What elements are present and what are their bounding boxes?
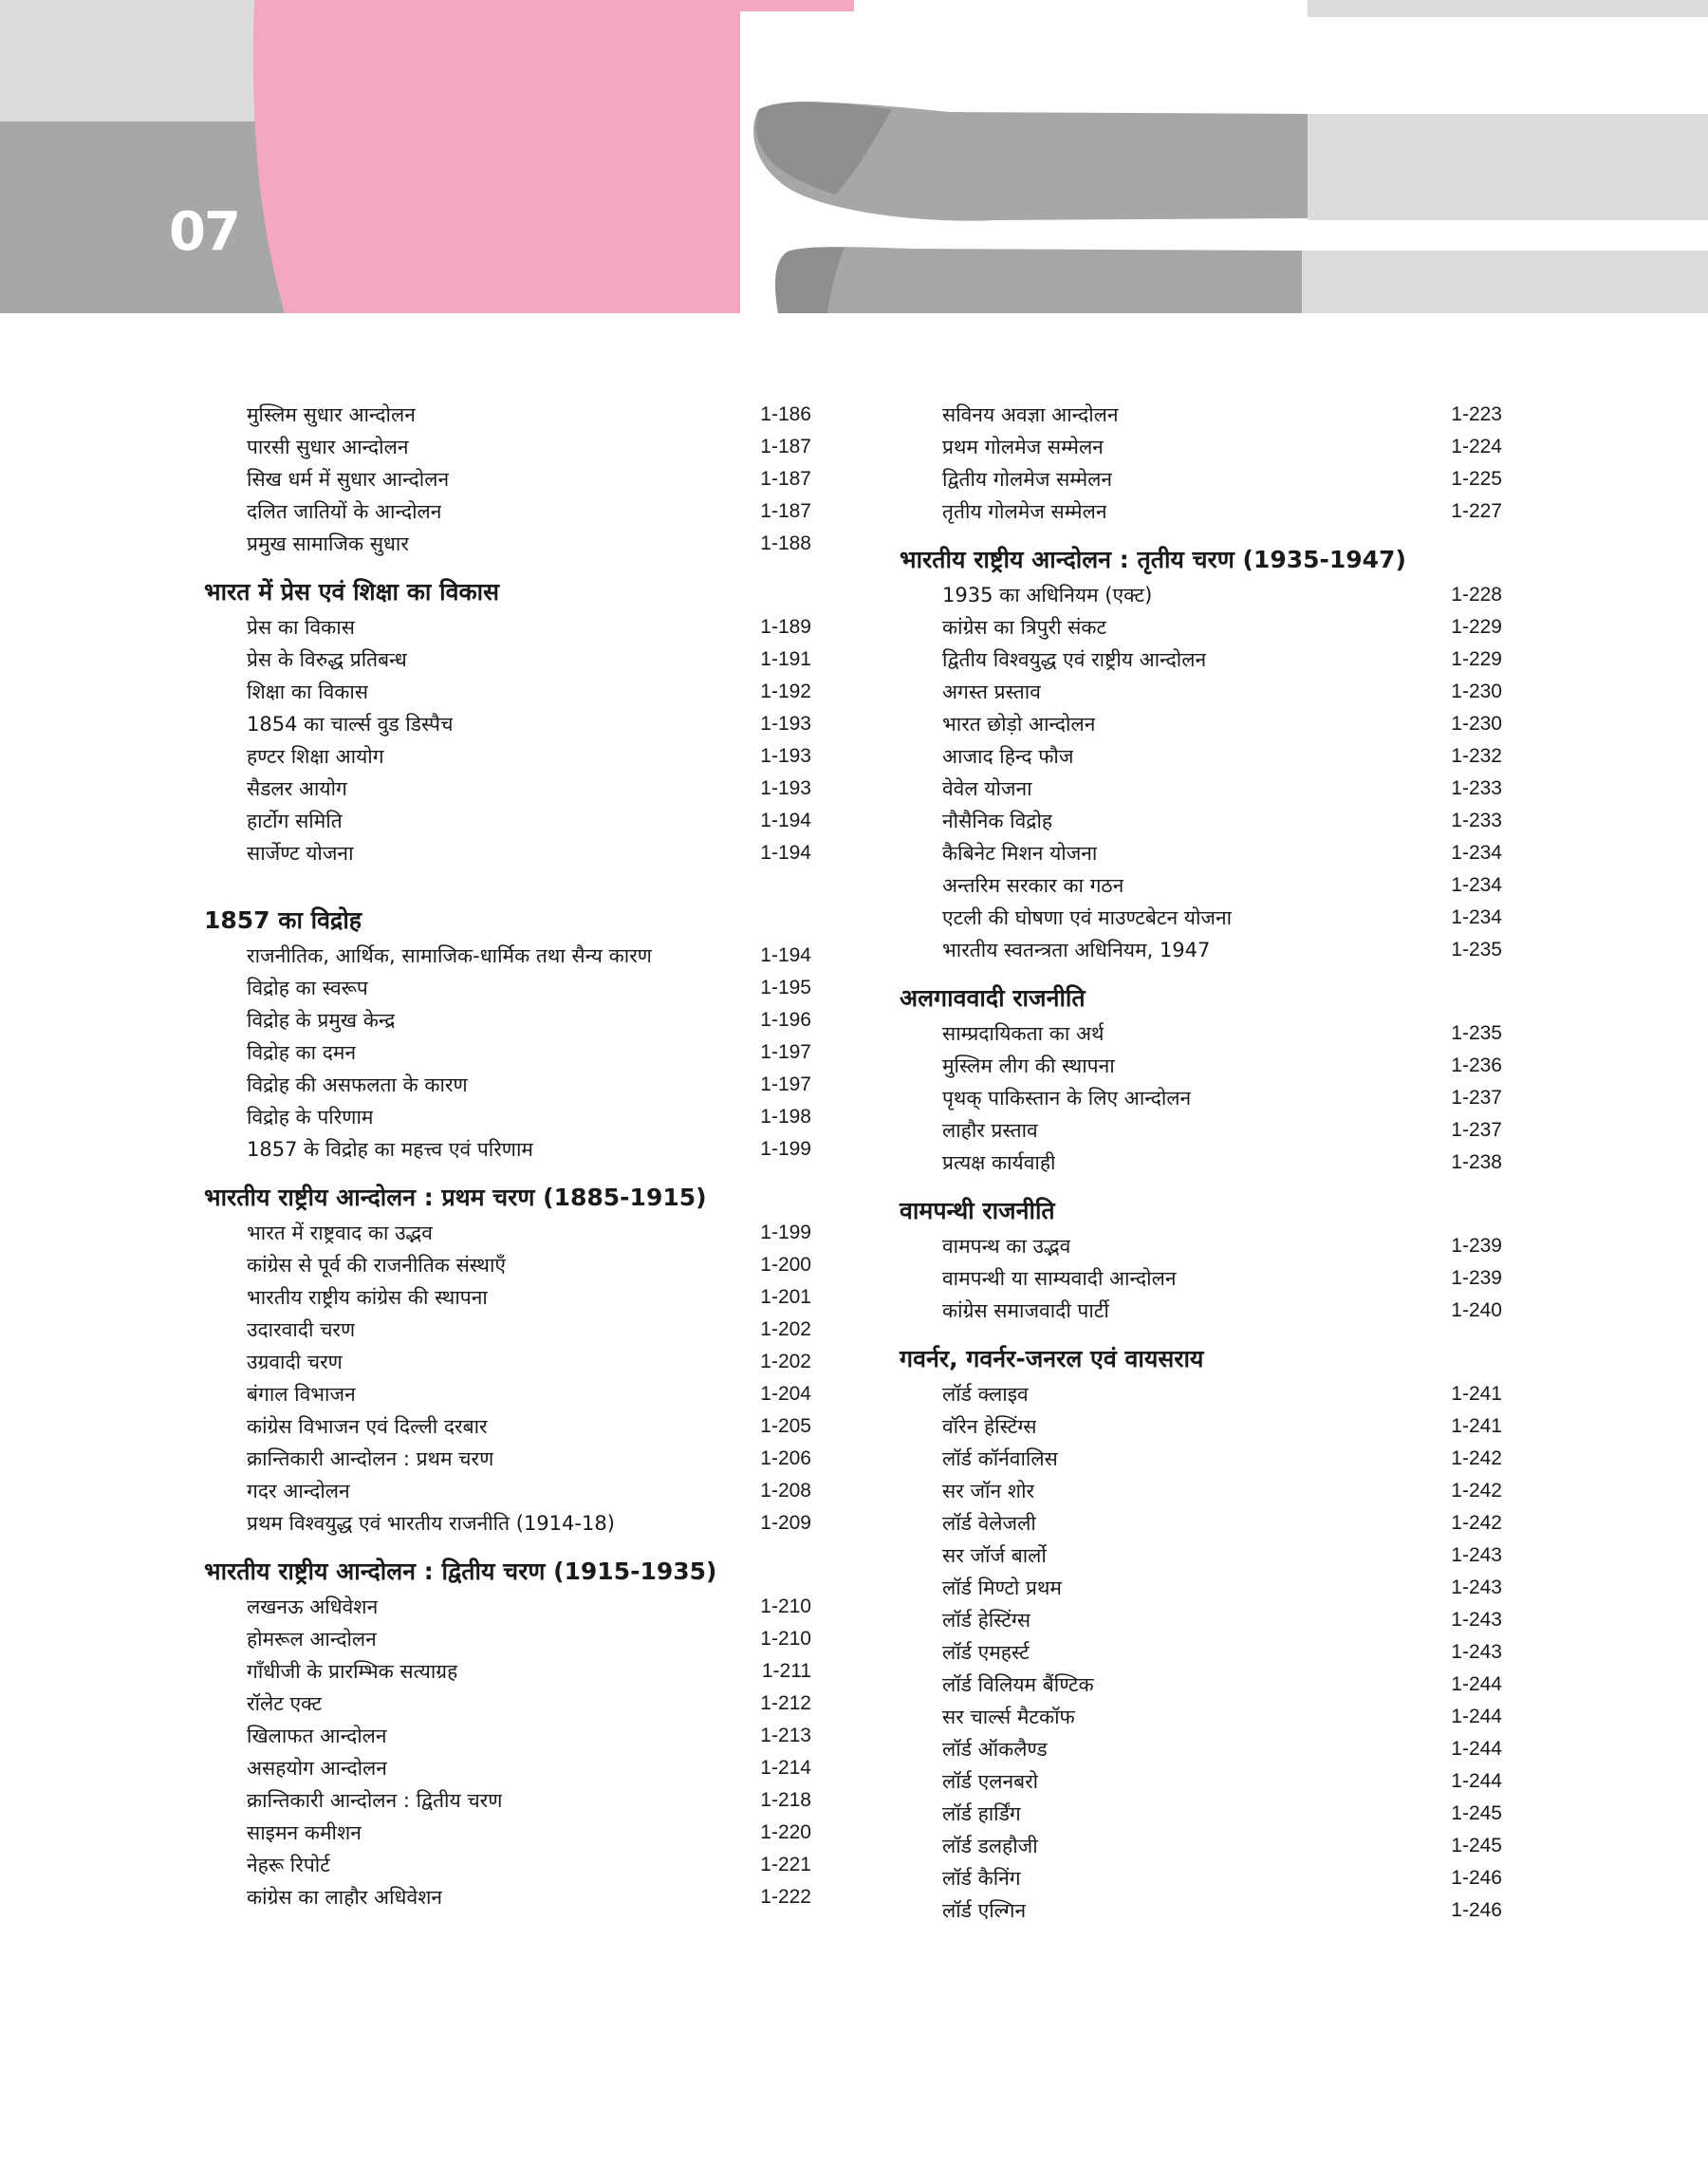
- toc-section: [900, 1340, 1502, 1927]
- entry-title: वामपन्थ का उद्भव: [942, 1235, 1071, 1258]
- entry-page-number: 1-242: [1451, 1512, 1502, 1534]
- entry-page-number: 1-197: [760, 1041, 811, 1063]
- toc-entry[interactable]: [204, 1655, 811, 1688]
- entry-page-number: 1-239: [1451, 1235, 1502, 1257]
- toc-entry[interactable]: [204, 1101, 811, 1133]
- entry-page-number: 1-210: [760, 1595, 811, 1617]
- entry-title: दलित जातियों के आन्दोलन: [247, 500, 442, 523]
- toc-entry[interactable]: [204, 1475, 811, 1507]
- entry-title: सर जॉर्ज बार्लो: [942, 1544, 1047, 1567]
- entry-page-number: 1-228: [1451, 584, 1502, 606]
- toc-entry[interactable]: [204, 644, 811, 676]
- toc-entry[interactable]: [900, 1378, 1502, 1410]
- entry-title: लॉर्ड ऑकलैण्ड: [942, 1738, 1048, 1761]
- toc-entry[interactable]: [204, 1314, 811, 1346]
- toc-entry[interactable]: [204, 805, 811, 837]
- entry-page-number: 1-186: [760, 403, 811, 425]
- entry-title: अन्तरिम सरकार का गठन: [942, 874, 1124, 897]
- entry-title: लॉर्ड हार्डिंग: [942, 1802, 1021, 1825]
- toc-entry[interactable]: [204, 676, 811, 708]
- toc-entry[interactable]: [204, 399, 811, 431]
- entry-title: साम्प्रदायिकता का अर्थ: [942, 1022, 1105, 1045]
- entry-title: साइमन कमीशन: [247, 1821, 362, 1844]
- entry-title: रॉलेट एक्ट: [247, 1692, 323, 1715]
- toc-section: [204, 1553, 811, 1913]
- toc-entry[interactable]: [204, 1591, 811, 1623]
- entry-title: नौसैनिक विद्रोह: [942, 810, 1053, 832]
- entry-page-number: 1-243: [1451, 1544, 1502, 1566]
- entry-title: राजनीतिक, आर्थिक, सामाजिक-धार्मिक तथा सैन्य कारण: [247, 944, 652, 967]
- banner-graphic: [0, 0, 1708, 313]
- toc-entry[interactable]: [900, 1572, 1502, 1604]
- entry-title: अगस्त प्रस्ताव: [942, 681, 1041, 703]
- entry-title: लॉर्ड डलहौजी: [942, 1835, 1038, 1857]
- toc-section: [900, 980, 1502, 1179]
- section-title: अलगाववादी राजनीति: [900, 984, 1086, 1012]
- toc-entry[interactable]: [900, 1410, 1502, 1443]
- entry-page-number: 1-235: [1451, 939, 1502, 961]
- entry-title: नेहरू रिपोर्ट: [247, 1854, 330, 1876]
- toc-entry[interactable]: [204, 528, 811, 560]
- entry-page-number: 1-229: [1451, 648, 1502, 670]
- entry-page-number: 1-223: [1451, 403, 1502, 425]
- entry-page-number: 1-206: [760, 1447, 811, 1469]
- toc-entry[interactable]: [900, 611, 1502, 644]
- toc-entry[interactable]: [204, 1281, 811, 1314]
- entry-title: प्रेस का विकास: [247, 616, 355, 639]
- entry-title: विद्रोह की असफलता के कारण: [247, 1073, 468, 1096]
- entry-page-number: 1-238: [1451, 1151, 1502, 1173]
- entry-page-number: 1-198: [760, 1106, 811, 1128]
- entry-page-number: 1-234: [1451, 874, 1502, 896]
- entry-title: क्रान्तिकारी आन्दोलन : प्रथम चरण: [247, 1447, 494, 1470]
- entry-page-number: 1-189: [760, 616, 811, 638]
- entry-page-number: 1-188: [760, 532, 811, 554]
- entry-title: सर जॉन शोर: [942, 1480, 1035, 1502]
- toc-entry[interactable]: [900, 1114, 1502, 1147]
- header-banner: [0, 0, 1708, 313]
- toc-section: [204, 1179, 811, 1539]
- entry-title: प्रमुख सामाजिक सुधार: [247, 532, 409, 555]
- toc-entry[interactable]: [204, 1443, 811, 1475]
- entry-title: विद्रोह का स्वरूप: [247, 977, 368, 999]
- entry-page-number: 1-233: [1451, 777, 1502, 799]
- toc-entry[interactable]: [900, 463, 1502, 495]
- entry-title: लॉर्ड क्लाइव: [942, 1383, 1029, 1406]
- entry-page-number: 1-234: [1451, 906, 1502, 928]
- toc-entry[interactable]: [204, 1688, 811, 1720]
- entry-page-number: 1-243: [1451, 1577, 1502, 1598]
- entry-page-number: 1-246: [1451, 1899, 1502, 1921]
- section-title: भारत में प्रेस एवं शिक्षा का विकास: [204, 578, 500, 606]
- entry-page-number: 1-201: [760, 1286, 811, 1308]
- section-title: भारतीय राष्ट्रीय आन्दोलन : द्वितीय चरण (1915-1935): [204, 1558, 717, 1585]
- toc-entry[interactable]: [900, 1017, 1502, 1050]
- entry-page-number: 1-243: [1451, 1609, 1502, 1631]
- toc-entry[interactable]: [900, 805, 1502, 837]
- toc-entry[interactable]: [204, 740, 811, 773]
- entry-title: भारत छोड़ो आन्दोलन: [942, 713, 1096, 736]
- entry-page-number: 1-196: [760, 1009, 811, 1031]
- entry-title: कांग्रेस समाजवादी पार्टी: [942, 1299, 1109, 1322]
- entry-title: वामपन्थी या साम्यवादी आन्दोलन: [942, 1267, 1177, 1290]
- entry-title: उग्रवादी चरण: [247, 1351, 343, 1373]
- entry-title: द्वितीय विश्वयुद्ध एवं राष्ट्रीय आन्दोलन: [942, 648, 1207, 671]
- toc-entry[interactable]: [204, 1036, 811, 1069]
- toc-entry[interactable]: [900, 676, 1502, 708]
- entry-title: उदारवादी चरण: [247, 1318, 356, 1341]
- toc-entry[interactable]: [900, 495, 1502, 528]
- toc-right-column: [900, 399, 1502, 1927]
- toc-entry[interactable]: [900, 837, 1502, 869]
- entry-page-number: 1-194: [760, 842, 811, 864]
- entry-title: लखनऊ अधिवेशन: [247, 1595, 379, 1618]
- entry-page-number: 1-225: [1451, 468, 1502, 490]
- toc-entry[interactable]: [204, 708, 811, 740]
- entry-page-number: 1-202: [760, 1318, 811, 1340]
- toc-entry[interactable]: [900, 1507, 1502, 1539]
- entry-title: एटली की घोषणा एवं माउण्टबेटन योजना: [942, 906, 1233, 929]
- entry-title: भारतीय राष्ट्रीय कांग्रेस की स्थापना: [247, 1286, 488, 1309]
- entry-title: विद्रोह के परिणाम: [247, 1106, 374, 1129]
- entry-title: पृथक् पाकिस्तान के लिए आन्दोलन: [942, 1087, 1192, 1110]
- entry-page-number: 1-242: [1451, 1480, 1502, 1502]
- toc-entry[interactable]: [900, 1701, 1502, 1733]
- toc-entry[interactable]: [900, 1262, 1502, 1295]
- toc-entry[interactable]: [204, 1784, 811, 1817]
- entry-title: लॉर्ड एलनबरो: [942, 1770, 1039, 1793]
- entry-title: सिख धर्म में सुधार आन्दोलन: [247, 468, 450, 491]
- entry-page-number: 1-243: [1451, 1641, 1502, 1663]
- entry-title: लॉर्ड कैनिंग: [942, 1867, 1021, 1890]
- entry-page-number: 1-234: [1451, 842, 1502, 864]
- toc-entry[interactable]: [900, 399, 1502, 431]
- entry-page-number: 1-230: [1451, 713, 1502, 735]
- entry-title: खिलाफत आन्दोलन: [247, 1725, 387, 1747]
- entry-page-number: 1-193: [760, 713, 811, 735]
- entry-title: प्रथम विश्वयुद्ध एवं भारतीय राजनीति (1914-18): [247, 1512, 615, 1535]
- entry-title: विद्रोह के प्रमुख केन्द्र: [247, 1009, 396, 1032]
- entry-title: गाँधीजी के प्रारम्भिक सत्याग्रह: [247, 1660, 458, 1683]
- entry-page-number: 1-194: [760, 944, 811, 966]
- entry-page-number: 1-239: [1451, 1267, 1502, 1289]
- entry-page-number: 1-224: [1451, 436, 1502, 457]
- entry-page-number: 1-191: [760, 648, 811, 670]
- entry-title: विद्रोह का दमन: [247, 1041, 357, 1064]
- entry-page-number: 1-237: [1451, 1119, 1502, 1141]
- entry-page-number: 1-209: [760, 1512, 811, 1534]
- toc-entry[interactable]: [900, 1230, 1502, 1262]
- section-title: 1857 का विद्रोह: [204, 906, 362, 934]
- toc-entry[interactable]: [900, 708, 1502, 740]
- entry-title: लॉर्ड मिण्टो प्रथम: [942, 1577, 1062, 1599]
- entry-page-number: 1-214: [760, 1757, 811, 1779]
- entry-title: वॉरेन हेस्टिंग्स: [942, 1415, 1037, 1438]
- toc-entry[interactable]: [900, 1604, 1502, 1636]
- entry-title: कांग्रेस का त्रिपुरी संकट: [942, 616, 1107, 639]
- entry-title: लाहौर प्रस्ताव: [942, 1119, 1038, 1142]
- entry-title: लॉर्ड कॉर्नवालिस: [942, 1447, 1058, 1470]
- toc-entry[interactable]: [900, 1894, 1502, 1927]
- entry-title: बंगाल विभाजन: [247, 1383, 356, 1406]
- entry-page-number: 1-244: [1451, 1673, 1502, 1695]
- entry-title: कांग्रेस का लाहौर अधिवेशन: [247, 1886, 443, 1909]
- toc-entry[interactable]: [900, 934, 1502, 966]
- page-number: 07: [169, 201, 239, 263]
- toc-entry[interactable]: [900, 1862, 1502, 1894]
- toc-entry[interactable]: [900, 740, 1502, 773]
- toc-entry[interactable]: [900, 1830, 1502, 1862]
- toc-entry[interactable]: [900, 1669, 1502, 1701]
- entry-page-number: 1-229: [1451, 616, 1502, 638]
- toc-entry[interactable]: [900, 644, 1502, 676]
- toc-entry[interactable]: [204, 940, 811, 972]
- entry-page-number: 1-204: [760, 1383, 811, 1405]
- entry-page-number: 1-241: [1451, 1383, 1502, 1405]
- entry-page-number: 1-240: [1451, 1299, 1502, 1321]
- toc-entry[interactable]: [900, 902, 1502, 934]
- entry-title: लॉर्ड एमहर्स्ट: [942, 1641, 1030, 1664]
- entry-page-number: 1-245: [1451, 1835, 1502, 1856]
- entry-title: हण्टर शिक्षा आयोग: [247, 745, 384, 768]
- entry-page-number: 1-232: [1451, 745, 1502, 767]
- section-title: वामपन्थी राजनीति: [900, 1197, 1055, 1224]
- entry-title: 1935 का अधिनियम (एक्ट): [942, 584, 1153, 606]
- section-title: भारतीय राष्ट्रीय आन्दोलन : तृतीय चरण (1935-1947): [900, 546, 1406, 573]
- entry-page-number: 1-242: [1451, 1447, 1502, 1469]
- toc-entry[interactable]: [900, 1539, 1502, 1572]
- entry-title: सार्जेण्ट योजना: [247, 842, 354, 865]
- entry-title: लॉर्ड वेलेजली: [942, 1512, 1036, 1535]
- entry-page-number: 1-193: [760, 777, 811, 799]
- toc-section: [900, 399, 1502, 528]
- toc-entry[interactable]: [204, 1881, 811, 1913]
- entry-page-number: 1-222: [760, 1886, 811, 1908]
- toc-entry[interactable]: [900, 773, 1502, 805]
- toc-entry[interactable]: [204, 1378, 811, 1410]
- entry-title: लॉर्ड एल्गिन: [942, 1899, 1027, 1922]
- entry-title: द्वितीय गोलमेज सम्मेलन: [942, 468, 1113, 491]
- entry-page-number: 1-200: [760, 1254, 811, 1276]
- entry-page-number: 1-208: [760, 1480, 811, 1502]
- section-title: गवर्नर, गवर्नर-जनरल एवं वायसराय: [900, 1345, 1204, 1372]
- entry-page-number: 1-220: [760, 1821, 811, 1843]
- entry-title: होमरूल आन्दोलन: [247, 1628, 377, 1651]
- entry-title: तृतीय गोलमेज सम्मेलन: [942, 500, 1107, 523]
- toc-entry[interactable]: [204, 1720, 811, 1752]
- entry-title: कैबिनेट मिशन योजना: [942, 842, 1098, 865]
- entry-page-number: 1-212: [760, 1692, 811, 1714]
- entry-page-number: 1-197: [760, 1073, 811, 1095]
- entry-title: सर चार्ल्स मैटकॉफ: [942, 1706, 1075, 1728]
- toc-entry[interactable]: [900, 579, 1502, 611]
- entry-title: कांग्रेस से पूर्व की राजनीतिक संस्थाएँ: [247, 1254, 507, 1277]
- entry-page-number: 1-237: [1451, 1087, 1502, 1109]
- entry-title: वेवेल योजना: [942, 777, 1032, 800]
- toc-entry[interactable]: [900, 1765, 1502, 1798]
- entry-page-number: 1-236: [1451, 1054, 1502, 1076]
- entry-title: असहयोग आन्दोलन: [247, 1757, 387, 1780]
- entry-page-number: 1-187: [760, 468, 811, 490]
- toc-entry[interactable]: [900, 869, 1502, 902]
- entry-page-number: 1-244: [1451, 1770, 1502, 1792]
- entry-title: हार्टोग समिति: [247, 810, 343, 832]
- toc-section: [204, 902, 811, 1166]
- entry-page-number: 1-227: [1451, 500, 1502, 522]
- entry-title: लॉर्ड विलियम बैंण्टिक: [942, 1673, 1094, 1696]
- entry-page-number: 1-230: [1451, 681, 1502, 702]
- toc-entry[interactable]: [900, 1147, 1502, 1179]
- entry-title: मुस्लिम लीग की स्थापना: [942, 1054, 1115, 1077]
- entry-page-number: 1-244: [1451, 1706, 1502, 1727]
- entry-page-number: 1-213: [760, 1725, 811, 1746]
- toc-entry[interactable]: [204, 1217, 811, 1249]
- entry-title: सविनय अवज्ञा आन्दोलन: [942, 403, 1119, 426]
- toc-left-column: [204, 399, 811, 1913]
- toc-entry[interactable]: [204, 1849, 811, 1881]
- entry-title: शिक्षा का विकास: [247, 681, 369, 703]
- entry-page-number: 1-199: [760, 1222, 811, 1243]
- toc-entry[interactable]: [900, 1475, 1502, 1507]
- toc-entry[interactable]: [900, 1082, 1502, 1114]
- entry-title: प्रथम गोलमेज सम्मेलन: [942, 436, 1104, 458]
- entry-title: लॉर्ड हेस्टिंग्स: [942, 1609, 1031, 1632]
- entry-title: कांग्रेस विभाजन एवं दिल्ली दरबार: [247, 1415, 488, 1438]
- toc-entry[interactable]: [204, 1004, 811, 1036]
- entry-title: भारत में राष्ट्रवाद का उद्भव: [247, 1222, 433, 1244]
- toc-entry[interactable]: [204, 773, 811, 805]
- entry-page-number: 1-245: [1451, 1802, 1502, 1824]
- toc-section: [900, 541, 1502, 966]
- entry-page-number: 1-187: [760, 500, 811, 522]
- toc-entry[interactable]: [204, 1133, 811, 1166]
- toc-entry[interactable]: [204, 611, 811, 644]
- section-title: भारतीय राष्ट्रीय आन्दोलन : प्रथम चरण (1885-1915): [204, 1184, 707, 1211]
- toc-entry[interactable]: [204, 1410, 811, 1443]
- entry-page-number: 1-246: [1451, 1867, 1502, 1889]
- toc-entry[interactable]: [900, 431, 1502, 463]
- toc-entry[interactable]: [204, 463, 811, 495]
- entry-page-number: 1-241: [1451, 1415, 1502, 1437]
- entry-title: प्रेस के विरुद्ध प्रतिबन्ध: [247, 648, 407, 671]
- toc-entry[interactable]: [204, 1069, 811, 1101]
- entry-page-number: 1-235: [1451, 1022, 1502, 1044]
- entry-page-number: 1-210: [760, 1628, 811, 1650]
- entry-page-number: 1-192: [760, 681, 811, 702]
- entry-title: 1857 के विद्रोह का महत्त्व एवं परिणाम: [247, 1138, 533, 1161]
- entry-title: पारसी सुधार आन्दोलन: [247, 436, 409, 458]
- entry-page-number: 1-195: [760, 977, 811, 998]
- toc-entry[interactable]: [204, 1507, 811, 1539]
- toc-entry[interactable]: [900, 1295, 1502, 1327]
- entry-title: सैडलर आयोग: [247, 777, 347, 800]
- entry-page-number: 1-194: [760, 810, 811, 831]
- toc-entry[interactable]: [900, 1050, 1502, 1082]
- entry-title: आजाद हिन्द फौज: [942, 745, 1074, 768]
- entry-page-number: 1-205: [760, 1415, 811, 1437]
- toc-entry[interactable]: [204, 1817, 811, 1849]
- entry-page-number: 1-199: [760, 1138, 811, 1160]
- entry-page-number: 1-202: [760, 1351, 811, 1372]
- entry-page-number: 1-218: [760, 1789, 811, 1811]
- entry-title: 1854 का चार्ल्स वुड डिस्पैच: [247, 713, 454, 736]
- entry-title: क्रान्तिकारी आन्दोलन : द्वितीय चरण: [247, 1789, 503, 1812]
- toc-entry[interactable]: [900, 1443, 1502, 1475]
- toc-entry[interactable]: [204, 1623, 811, 1655]
- toc-entry[interactable]: [900, 1798, 1502, 1830]
- entry-title: मुस्लिम सुधार आन्दोलन: [247, 403, 416, 426]
- entry-page-number: 1-233: [1451, 810, 1502, 831]
- entry-title: गदर आन्दोलन: [247, 1480, 350, 1502]
- toc-section: [204, 573, 811, 869]
- entry-page-number: 1-211: [761, 1660, 811, 1682]
- toc-entry[interactable]: [204, 431, 811, 463]
- entry-page-number: 1-221: [760, 1854, 811, 1875]
- entry-page-number: 1-187: [760, 436, 811, 457]
- toc-entry[interactable]: [900, 1733, 1502, 1765]
- toc-section: [900, 1192, 1502, 1327]
- toc-entry[interactable]: [204, 1249, 811, 1281]
- toc-entry[interactable]: [900, 1636, 1502, 1669]
- toc-section: [204, 399, 811, 560]
- toc-entry[interactable]: [204, 495, 811, 528]
- toc-entry[interactable]: [204, 1752, 811, 1784]
- toc-entry[interactable]: [204, 837, 811, 869]
- entry-page-number: 1-193: [760, 745, 811, 767]
- entry-title: प्रत्यक्ष कार्यवाही: [942, 1151, 1056, 1174]
- toc-entry[interactable]: [204, 972, 811, 1004]
- entry-title: भारतीय स्वतन्त्रता अधिनियम, 1947: [942, 939, 1211, 961]
- entry-page-number: 1-244: [1451, 1738, 1502, 1760]
- toc-entry[interactable]: [204, 1346, 811, 1378]
